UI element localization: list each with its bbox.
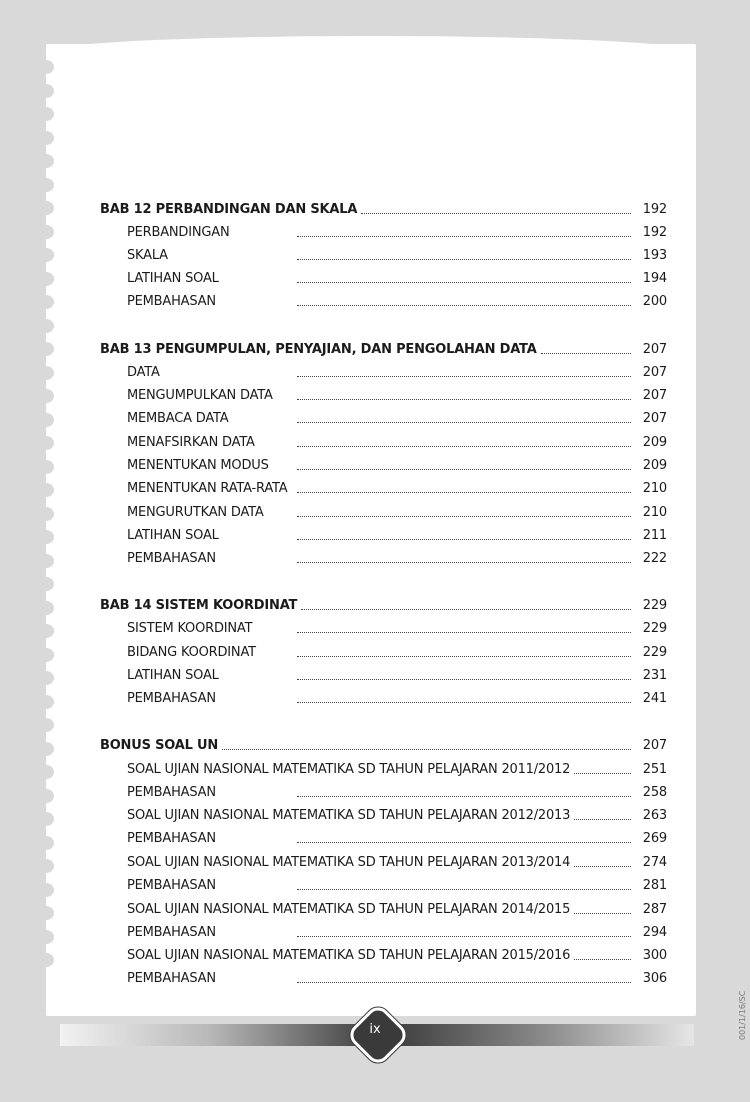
toc-leader-dots [574, 819, 631, 820]
binder-hole [38, 154, 54, 168]
toc-sub-entry [100, 971, 667, 989]
binder-hole [38, 131, 54, 145]
toc-entry-page: 241 [642, 691, 667, 706]
toc-entry-page: 269 [642, 831, 667, 846]
toc-sub-entry [100, 948, 667, 966]
toc-entry-title: LATIHAN SOAL [127, 271, 219, 286]
binder-hole [38, 483, 54, 497]
toc-entry-title: SOAL UJIAN NASIONAL MATEMATIKA SD TAHUN PELAJARAN 2012/2013 [127, 808, 571, 823]
toc-sub-entry [100, 435, 667, 453]
side-code: 001/1/16/SC [738, 990, 747, 1040]
toc-entry-title: LATIHAN SOAL [127, 668, 219, 683]
binder-hole [38, 366, 54, 380]
toc-leader-dots [361, 213, 631, 214]
toc-sub-entry [100, 294, 667, 312]
binder-hole [38, 671, 54, 685]
toc-entry-title: PEMBAHASAN [127, 294, 216, 309]
toc-entry-title: MENENTUKAN MODUS [127, 458, 269, 473]
toc-entry-page: 229 [642, 621, 667, 636]
toc-leader-dots [297, 632, 631, 633]
toc-entry-page: 229 [642, 598, 667, 613]
toc-sub-entry [100, 621, 667, 639]
binder-hole [38, 953, 54, 967]
binder-hole [38, 859, 54, 873]
toc-sub-entry [100, 551, 667, 569]
binder-hole [38, 624, 54, 638]
toc-entry-title: LATIHAN SOAL [127, 528, 219, 543]
binder-hole [38, 554, 54, 568]
toc-leader-dots [297, 259, 631, 260]
toc-entry-page: 192 [642, 225, 667, 240]
toc-entry-title: SOAL UJIAN NASIONAL MATEMATIKA SD TAHUN PELAJARAN 2015/2016 [127, 948, 571, 963]
toc-chapter-entry [100, 342, 667, 360]
toc-leader-dots [574, 773, 631, 774]
toc-entry-title: MENAFSIRKAN DATA [127, 435, 255, 450]
toc-sub-entry [100, 691, 667, 709]
binder-hole [38, 460, 54, 474]
toc-sub-entry [100, 808, 667, 826]
toc-entry-title: BAB 13 PENGUMPULAN, PENYAJIAN, DAN PENGOLAHAN DATA [100, 342, 537, 357]
toc-entry-title: MEMBACA DATA [127, 411, 229, 426]
toc-leader-dots [297, 422, 631, 423]
toc-leader-dots [297, 796, 631, 797]
toc-entry-page: 207 [642, 342, 667, 357]
toc-entry-title: BONUS SOAL UN [100, 738, 219, 753]
toc-sub-entry [100, 785, 667, 803]
toc-leader-dots [297, 446, 631, 447]
toc-entry-page: 281 [642, 878, 667, 893]
toc-sub-entry [100, 762, 667, 780]
binder-hole [38, 507, 54, 521]
toc-sub-entry [100, 481, 667, 499]
toc-entry-page: 193 [642, 248, 667, 263]
toc-leader-dots [541, 353, 631, 354]
toc-leader-dots [222, 749, 631, 750]
toc-entry-page: 231 [642, 668, 667, 683]
toc-sub-entry [100, 365, 667, 383]
toc-leader-dots [297, 399, 631, 400]
toc-entry-title: PEMBAHASAN [127, 831, 216, 846]
toc-leader-dots [297, 656, 631, 657]
toc-entry-title: MENENTUKAN RATA-RATA [127, 481, 288, 496]
binder-hole [38, 389, 54, 403]
toc-sub-entry [100, 645, 667, 663]
toc-entry-title: BAB 14 SISTEM KOORDINAT [100, 598, 298, 613]
toc-chapter-entry [100, 598, 667, 616]
toc-leader-dots [297, 842, 631, 843]
toc-entry-page: 300 [642, 948, 667, 963]
toc-entry-title: PEMBAHASAN [127, 785, 216, 800]
toc-entry-page: 222 [642, 551, 667, 566]
toc-leader-dots [297, 679, 631, 680]
binder-hole [38, 695, 54, 709]
toc-entry-page: 287 [642, 902, 667, 917]
toc-leader-dots [297, 305, 631, 306]
toc-leader-dots [301, 609, 631, 610]
toc-sub-entry [100, 248, 667, 266]
binder-hole [38, 178, 54, 192]
toc-entry-title: PEMBAHASAN [127, 878, 216, 893]
binder-hole [38, 248, 54, 262]
page-number: ix [369, 1022, 381, 1037]
toc-sub-entry [100, 855, 667, 873]
toc-leader-dots [297, 376, 631, 377]
toc-sub-entry [100, 271, 667, 289]
toc-entry-title: PERBANDINGAN [127, 225, 230, 240]
binder-hole [38, 930, 54, 944]
toc-entry-title: SKALA [127, 248, 168, 263]
toc-sub-entry [100, 505, 667, 523]
binder-hole [38, 436, 54, 450]
toc-leader-dots [297, 539, 631, 540]
toc-entry-title: PEMBAHASAN [127, 971, 216, 986]
toc-leader-dots [297, 562, 631, 563]
toc-entry-title: DATA [127, 365, 160, 380]
binder-hole [38, 84, 54, 98]
toc-sub-entry [100, 411, 667, 429]
toc-leader-dots [297, 469, 631, 470]
toc-leader-dots [574, 959, 631, 960]
binder-hole [38, 107, 54, 121]
toc-entry-title: PEMBAHASAN [127, 691, 216, 706]
binder-hole [38, 413, 54, 427]
toc-entry-page: 274 [642, 855, 667, 870]
toc-entry-page: 207 [642, 411, 667, 426]
footer-bar-left [60, 1024, 360, 1046]
toc-sub-entry [100, 388, 667, 406]
toc-leader-dots [297, 702, 631, 703]
binder-hole [38, 789, 54, 803]
toc-leader-dots [297, 492, 631, 493]
toc-entry-page: 209 [642, 435, 667, 450]
binder-hole [38, 295, 54, 309]
toc-entry-title: BIDANG KOORDINAT [127, 645, 256, 660]
toc-chapter-entry [100, 202, 667, 220]
binder-hole [38, 812, 54, 826]
toc-entry-page: 209 [642, 458, 667, 473]
footer-bar-right [394, 1024, 694, 1046]
binder-hole [38, 883, 54, 897]
toc-leader-dots [297, 982, 631, 983]
binder-hole [38, 765, 54, 779]
toc-entry-title: SOAL UJIAN NASIONAL MATEMATIKA SD TAHUN PELAJARAN 2011/2012 [127, 762, 571, 777]
toc-leader-dots [297, 889, 631, 890]
toc-entry-page: 258 [642, 785, 667, 800]
toc-leader-dots [297, 236, 631, 237]
binder-hole [38, 225, 54, 239]
binder-hole [38, 342, 54, 356]
toc-leader-dots [297, 282, 631, 283]
binder-hole [38, 718, 54, 732]
toc-sub-entry [100, 225, 667, 243]
toc-leader-dots [574, 913, 631, 914]
binder-hole [38, 530, 54, 544]
toc-entry-page: 207 [642, 388, 667, 403]
toc-sub-entry [100, 668, 667, 686]
toc-entry-page: 210 [642, 481, 667, 496]
binder-hole [38, 60, 54, 74]
toc-entry-title: SISTEM KOORDINAT [127, 621, 253, 636]
toc-entry-title: SOAL UJIAN NASIONAL MATEMATIKA SD TAHUN PELAJARAN 2013/2014 [127, 855, 571, 870]
toc-leader-dots [297, 516, 631, 517]
toc-entry-page: 207 [642, 738, 667, 753]
binder-hole [38, 742, 54, 756]
toc-entry-page: 194 [642, 271, 667, 286]
binder-hole [38, 601, 54, 615]
toc-entry-title: MENGUMPULKAN DATA [127, 388, 273, 403]
toc-entry-title: BAB 12 PERBANDINGAN DAN SKALA [100, 202, 358, 217]
binder-hole [38, 836, 54, 850]
toc-entry-title: MENGURUTKAN DATA [127, 505, 264, 520]
toc-entry-page: 306 [642, 971, 667, 986]
binder-hole [38, 648, 54, 662]
toc-entry-page: 192 [642, 202, 667, 217]
toc-entry-page: 211 [642, 528, 667, 543]
toc-sub-entry [100, 925, 667, 943]
toc-entry-title: SOAL UJIAN NASIONAL MATEMATIKA SD TAHUN PELAJARAN 2014/2015 [127, 902, 571, 917]
toc-entry-title: PEMBAHASAN [127, 551, 216, 566]
binder-hole [38, 906, 54, 920]
toc-entry-title: PEMBAHASAN [127, 925, 216, 940]
toc-entry-page: 294 [642, 925, 667, 940]
toc-chapter-entry [100, 738, 667, 756]
toc-leader-dots [297, 936, 631, 937]
toc-entry-page: 229 [642, 645, 667, 660]
binder-hole [38, 319, 54, 333]
toc-entry-page: 251 [642, 762, 667, 777]
toc-entry-page: 263 [642, 808, 667, 823]
toc-entry-page: 207 [642, 365, 667, 380]
toc-entry-page: 210 [642, 505, 667, 520]
toc-sub-entry [100, 528, 667, 546]
binder-hole [38, 272, 54, 286]
toc-leader-dots [574, 866, 631, 867]
toc-sub-entry [100, 831, 667, 849]
binder-hole [38, 577, 54, 591]
toc-entry-page: 200 [642, 294, 667, 309]
toc-sub-entry [100, 458, 667, 476]
binder-hole [38, 201, 54, 215]
toc-sub-entry [100, 878, 667, 896]
toc-sub-entry [100, 902, 667, 920]
